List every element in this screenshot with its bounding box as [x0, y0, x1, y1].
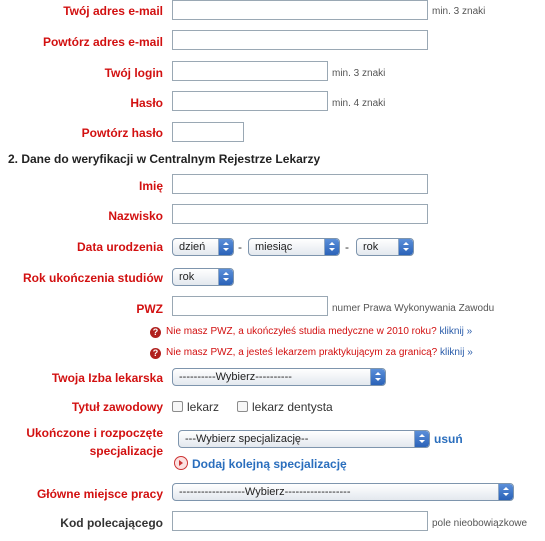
warning-text: Nie masz PWZ, a jesteś lekarzem praktykującym za granicą? [166, 347, 438, 358]
remove-specialization-link[interactable]: usuń [434, 432, 463, 446]
select-arrow-icon [218, 269, 233, 285]
pwz-label: PWZ [136, 302, 163, 316]
specializations-label-line2: specjalizacje [89, 444, 163, 458]
professional-title-label: Tytuł zawodowy [71, 400, 163, 414]
question-icon: ? [150, 327, 161, 338]
date-separator: - [238, 240, 242, 254]
select-arrow-icon [498, 484, 513, 500]
title-dentist-label: lekarz dentysta [252, 400, 333, 414]
email-hint: min. 3 znaki [432, 6, 486, 17]
first-name-input[interactable] [172, 174, 428, 194]
referral-input[interactable] [172, 511, 428, 531]
graduation-year-value: rok [179, 271, 195, 283]
select-arrow-icon [414, 431, 429, 447]
workplace-value: ------------------Wybierz------------------ [179, 486, 351, 498]
workplace-select[interactable] [172, 483, 514, 501]
first-name-label: Imię [138, 179, 163, 193]
graduation-year-select[interactable] [172, 268, 234, 286]
pwz-input[interactable] [172, 296, 328, 316]
workplace-label: Główne miejsce pracy [36, 487, 163, 501]
chamber-label: Twoja Izba lekarska [51, 371, 163, 385]
date-separator: - [345, 240, 349, 254]
graduation-label: Rok ukończenia studiów [22, 271, 163, 285]
select-arrow-icon [218, 239, 233, 255]
warning-graduate-link[interactable]: kliknij » [439, 326, 473, 337]
password-hint: min. 4 znaki [332, 98, 386, 109]
email-repeat-input[interactable] [172, 30, 428, 50]
birth-year-value: rok [363, 241, 379, 253]
login-label: Twój login [104, 66, 163, 80]
title-lekarz-label: lekarz [187, 400, 220, 414]
email-repeat-label: Powtórz adres e-mail [42, 35, 163, 49]
birth-year-select[interactable] [356, 238, 414, 256]
password-label: Hasło [130, 96, 163, 110]
add-circle-icon [174, 456, 188, 470]
password-input[interactable] [172, 91, 328, 111]
last-name-label: Nazwisko [108, 209, 163, 223]
birth-date-label: Data urodzenia [76, 240, 163, 254]
warning-abroad-link[interactable]: kliknij » [439, 347, 473, 358]
pwz-warning-abroad [150, 347, 473, 359]
login-input[interactable] [172, 61, 328, 81]
login-hint: min. 3 znaki [332, 68, 386, 79]
section-title: 2. Dane do weryfikacji w Centralnym Rejestrze Lekarzy [8, 152, 321, 166]
password-repeat-input[interactable] [172, 122, 244, 142]
chamber-select[interactable] [172, 368, 386, 386]
email-label: Twój adres e-mail [63, 4, 163, 18]
specialization-select[interactable] [178, 430, 430, 448]
title-dentist-checkbox[interactable] [237, 401, 248, 412]
pwz-warning-graduate [150, 326, 472, 338]
birth-day-value: dzień [179, 241, 206, 253]
title-lekarz-checkbox[interactable] [172, 401, 183, 412]
warning-text: Nie masz PWZ, a ukończyłeś studia medyczne w 2010 roku? [166, 326, 437, 337]
email-input[interactable] [172, 0, 428, 20]
referral-label: Kod polecającego [60, 516, 163, 530]
birth-day-select[interactable] [172, 238, 234, 256]
referral-hint: pole nieobowiązkowe [432, 518, 528, 529]
last-name-input[interactable] [172, 204, 428, 224]
select-arrow-icon [398, 239, 413, 255]
specializations-label-line1: Ukończone i rozpoczęte [26, 426, 163, 440]
chamber-value: ----------Wybierz---------- [179, 371, 292, 383]
pwz-hint: numer Prawa Wykonywania Zawodu [332, 303, 495, 314]
select-arrow-icon [370, 369, 385, 385]
add-specialization-link[interactable]: Dodaj kolejną specjalizację [192, 457, 347, 471]
select-arrow-icon [324, 239, 339, 255]
question-icon: ? [150, 348, 161, 359]
birth-month-select[interactable] [248, 238, 340, 256]
birth-month-value: miesiąc [255, 241, 293, 253]
specialization-value: ---Wybierz specjalizację-- [185, 433, 309, 445]
password-repeat-label: Powtórz hasło [81, 126, 163, 140]
